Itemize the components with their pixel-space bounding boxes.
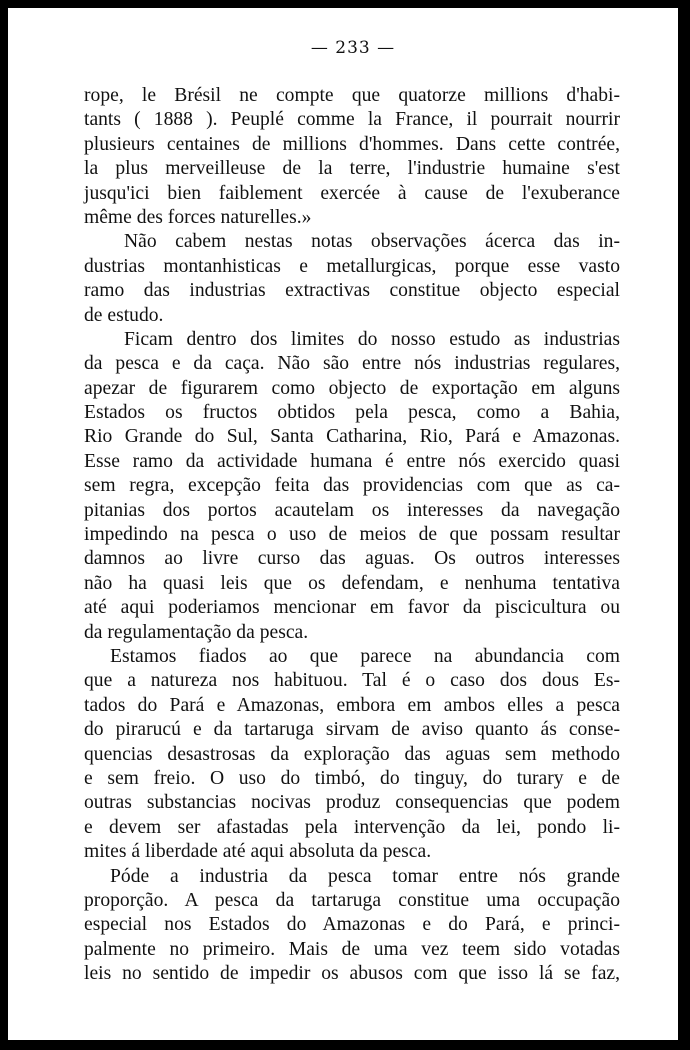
text-line: e sem freio. O uso do timbó, do tinguy, do turary e de [84, 767, 620, 789]
text-line: pitanias dos portos acautelam os interesses da navegação [84, 499, 620, 521]
paragraph-5 [84, 865, 620, 987]
text-line: da regulamentação da pesca. [84, 621, 309, 643]
text-line: impedindo na pesca o uso de meios de que possam resultar [84, 524, 620, 546]
text-line: Não cabem nestas notas observações ácerca das in- [124, 231, 620, 253]
page-number: — 233 — [310, 38, 396, 58]
text-line: Póde a industria da pesca tomar entre nós grande [110, 865, 620, 887]
text-line: mites á liberdade até aqui absoluta da pesca. [84, 841, 432, 863]
text-line: sem regra, excepção feita das providencias com que as ca- [84, 475, 620, 497]
paragraph-2 [84, 230, 620, 328]
text-line: jusqu'ici bien faiblement exercée à cause de l'exuberance [84, 182, 620, 204]
text-line: tados do Pará e Amazonas, embora em ambos elles a pesca [84, 694, 620, 716]
text-line: Esse ramo da actividade humana é entre nós exercido quasi [84, 450, 620, 472]
text-line: même des forces naturelles.» [84, 206, 312, 228]
text-line: Rio Grande do Sul, Santa Catharina, Rio, Pará e Amazonas. [84, 426, 620, 448]
paragraph-3 [84, 328, 620, 645]
text-line: quencias desastrosas da exploração das aguas sem methodo [84, 743, 620, 765]
text-line: Estados os fructos obtidos pela pesca, como a Bahia, [84, 402, 620, 424]
text-line: outras substancias nocivas produz consequencias que podem [84, 792, 620, 814]
text-line: Ficam dentro dos limites do nosso estudo as industrias [124, 328, 620, 350]
paragraph-1 [84, 84, 620, 230]
text-line: dustrias montanhisticas e metallurgicas, porque esse vasto [84, 255, 620, 277]
text-line: la plus merveilleuse de la terre, l'industrie humaine s'est [84, 158, 620, 180]
text-line: damnos ao livre curso das aguas. Os outros interesses [84, 548, 620, 570]
paragraph-4 [84, 645, 620, 865]
text-line: do pirarucú e da tartaruga sirvam de aviso quanto ás conse- [84, 719, 620, 741]
text-line: ramo das industrias extractivas constitue objecto especial [84, 280, 620, 302]
text-line: proporção. A pesca da tartaruga constitue uma occupação [84, 889, 620, 911]
text-line: Estamos fiados ao que parece na abundancia com [110, 645, 620, 667]
text-line: que a natureza nos habituou. Tal é o caso dos dous Es- [84, 670, 620, 692]
text-line: leis no sentido de impedir os abusos com que isso lá se faz, [84, 963, 620, 985]
text-line: e devem ser afastadas pela intervenção da lei, pondo li- [84, 816, 620, 838]
text-line: apezar de figurarem como objecto de exportação em alguns [84, 377, 620, 399]
text-line: rope, le Brésil ne compte que quatorze millions d'habi- [84, 85, 620, 106]
text-line: até aqui poderiamos mencionar em favor da piscicultura ou [84, 597, 620, 619]
text-line: da pesca e da caça. Não são entre nós industrias regulares, [84, 353, 620, 375]
text-line: não ha quasi leis que os defendam, e nenhuma tentativa [84, 572, 620, 594]
body-text [84, 84, 620, 986]
text-line: de estudo. [84, 304, 164, 326]
text-line: palmente no primeiro. Mais de uma vez teem sido votadas [84, 938, 620, 960]
text-line: plusieurs centaines de millions d'hommes. Dans cette contrée, [84, 133, 620, 155]
text-line: especial nos Estados do Amazonas e do Pará, e princi- [84, 914, 620, 936]
text-line: tants ( 1888 ). Peuplé comme la France, il pourrait nourrir [84, 109, 620, 131]
